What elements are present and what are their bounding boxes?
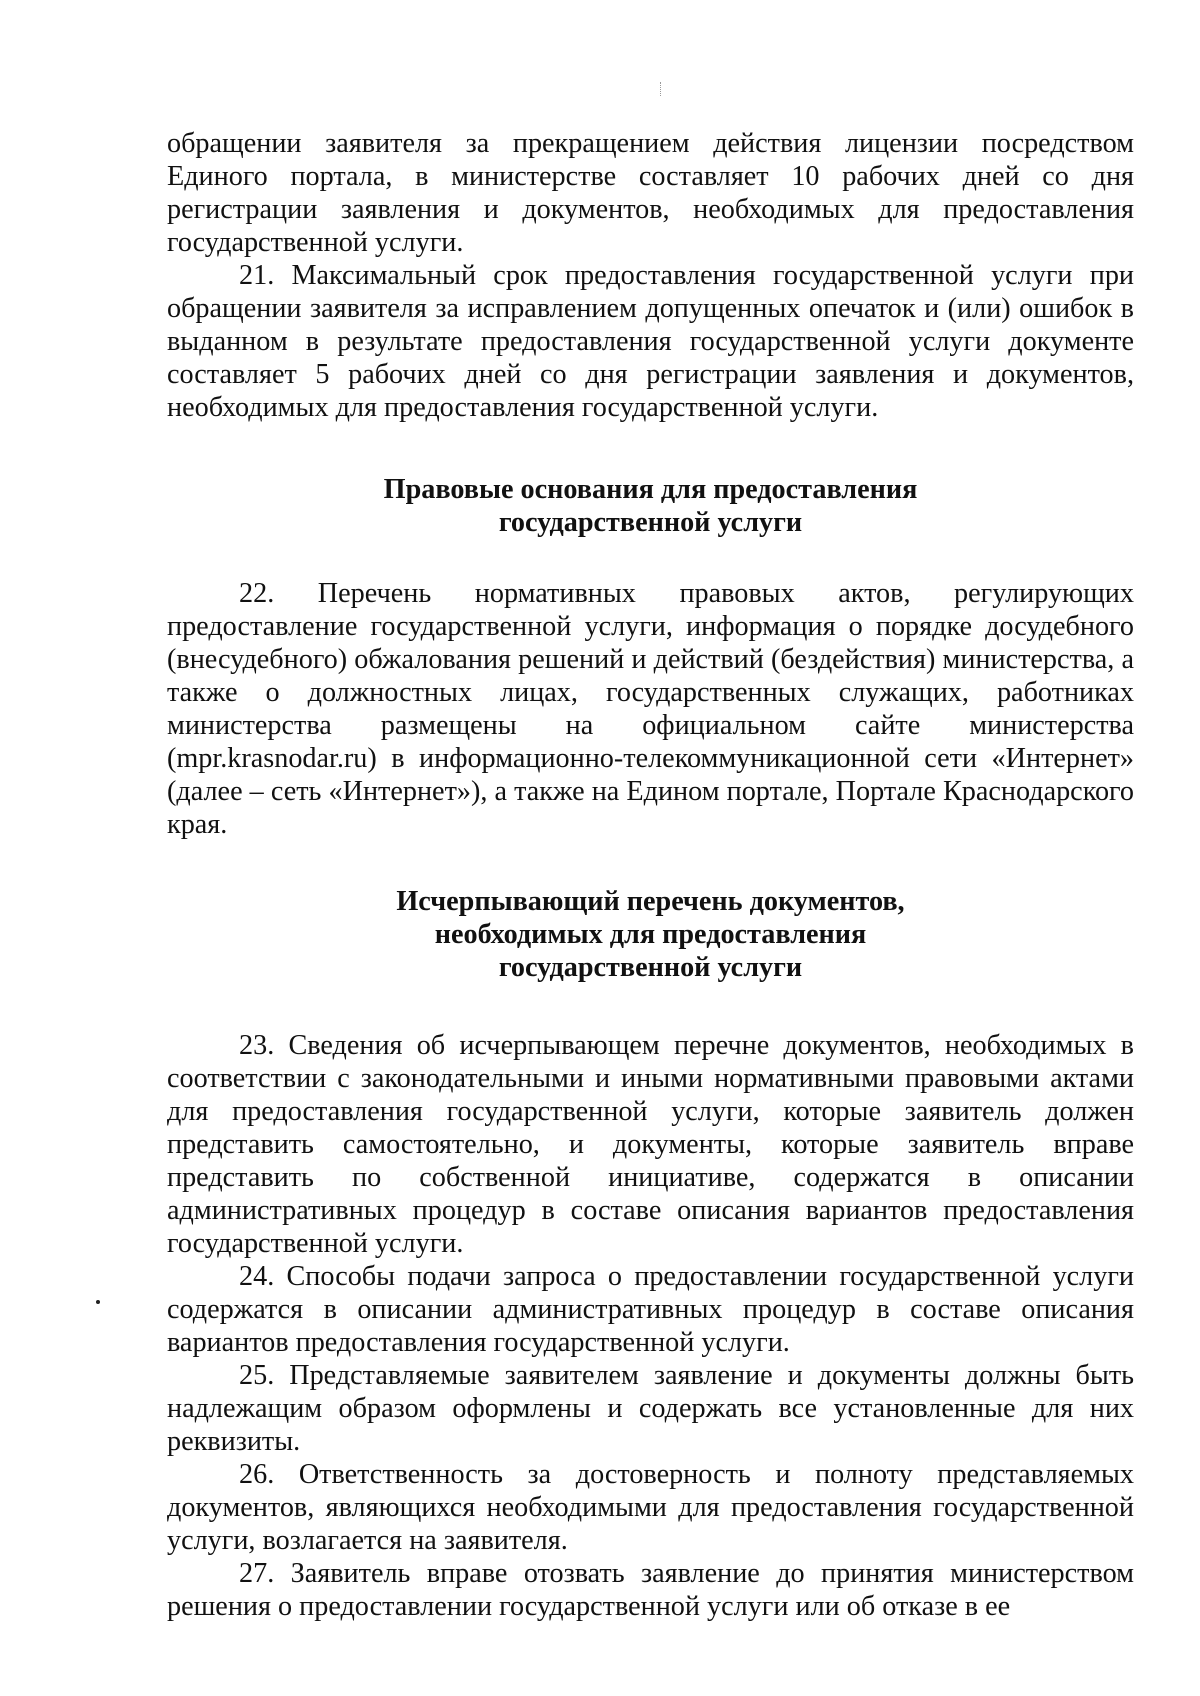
paragraph-23: 23. Сведения об исчерпывающем перечне документов, необходимых в соответствии с законодательными и иными нормативными правовыми актами для предоставления государственной услуги, которые заявитель должен представить самостоятельно, и документы, которые заявитель вправе представить по собственной инициативе, содержатся в описании административных процедур в составе описания вариантов предоставления государственной услуги. — [167, 1030, 1134, 1259]
heading-line: государственной услуги — [498, 507, 803, 538]
heading-line: Исчерпывающий перечень документов, — [396, 886, 905, 917]
paragraph-26: 26. Ответственность за достоверность и полноту представляемых документов, являющихся необходимыми для предоставления государственной услуги, возлагается на заявителя. — [167, 1459, 1134, 1556]
paragraph-20-continuation: обращении заявителя за прекращением действия лицензии посредством Единого портала, в министерстве составляет 10 рабочих дней со дня регистрации заявления и документов, необходимых для предоставления государственной услуги. — [167, 128, 1134, 258]
paragraph-21: 21. Максимальный срок предоставления государственной услуги при обращении заявителя за исправлением допущенных опечаток и (или) ошибок в выданном в результате предоставления государственной услуги документе составляет 5 рабочих дней со дня регистрации заявления и документов, необходимых для предоставления государственной услуги. — [167, 260, 1134, 423]
paragraph-27: 27. Заявитель вправе отозвать заявление до принятия министерством решения о предоставлении государственной услуги или об отказе в ее — [167, 1558, 1134, 1622]
heading-line: государственной услуги — [498, 952, 803, 983]
heading-line: необходимых для предоставления — [434, 919, 867, 950]
heading-line: Правовые основания для предоставления — [383, 474, 918, 505]
scan-speck — [96, 1300, 100, 1304]
heading-legal-basis — [167, 473, 1134, 539]
paragraph-25: 25. Представляемые заявителем заявление и документы должны быть надлежащим образом оформлены и содержать все установленные для них реквизиты. — [167, 1360, 1134, 1457]
scan-mark — [660, 82, 662, 96]
document-page — [167, 127, 1134, 1623]
paragraph-22: 22. Перечень нормативных правовых актов, регулирующих предоставление государственной услуги, информация о порядке досудебного (внесудебного) обжалования решений и действий (бездействия) министерства, а также о должностных лицах, государственных служащих, работниках министерства размещены на официальном сайте министерства (mpr.krasnodar.ru) в информационно-телекоммуникационной сети «Интернет» (далее – сеть «Интернет»), а также на Едином портале, Портале Краснодарского края. — [167, 578, 1134, 840]
heading-documents-list — [167, 885, 1134, 984]
paragraph-24: 24. Способы подачи запроса о предоставлении государственной услуги содержатся в описании административных процедур в составе описания вариантов предоставления государственной услуги. — [167, 1261, 1134, 1358]
